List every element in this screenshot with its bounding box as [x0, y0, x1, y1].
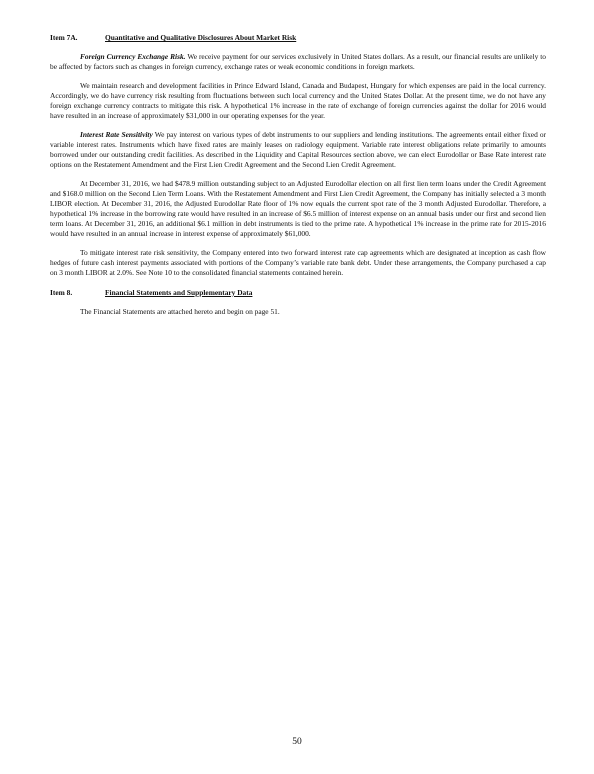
rate-cap-paragraph: To mitigate interest rate risk sensitivity, the Company entered into two forward interest rate cap agreements which are designated at inception as cash flow hedges of future cash interest payments associated with portions of the Company’s variable rate bank debt. Under these arrangements, the Company purchased a cap on 3 month LIBOR at 2.0%. See Note 10 to the consolidated financial statements contained herein.	[50, 247, 546, 277]
page-number: 50	[292, 737, 302, 747]
debt-outstanding-paragraph: At December 31, 2016, we had $478.9 million outstanding subject to an Adjusted Eurodollar election on all first lien term loans under the Credit Agreement and $168.0 million on the Second Lien Term Loans. With the Restatement Amendment and First Lien Credit Agreement, the Company has initially selected a 3 month LIBOR election. At December 31, 2016, the Adjusted Eurodollar Rate floor of 1% now equals the current spot rate of the 3 month Adjusted Eurodollar. Therefore, a hypothetical 1% increase in the borrowing rate would have resulted in an increase of $6.5 million of interest expense on an annual basis under our first and second lien term loans. At December 31, 2016, an additional $6.1 million in debt instruments is tied to the prime rate. A hypothetical 1% increase in the prime rate for 2015-2016 would have resulted in an annual increase in interest expense of approximately $61,000.	[50, 178, 546, 238]
item-8-title: Financial Statements and Supplementary Data	[105, 287, 253, 297]
fx-risk-lead: Foreign Currency Exchange Risk.	[80, 51, 186, 61]
fx-risk-paragraph	[50, 52, 546, 72]
page-content	[50, 33, 546, 326]
item-7a-number: Item 7A.	[50, 33, 78, 42]
interest-rate-lead: Interest Rate Sensitivity	[80, 129, 153, 139]
item-8-heading	[50, 288, 546, 298]
interest-rate-paragraph	[50, 130, 546, 170]
financial-statements-paragraph: The Financial Statements are attached hereto and begin on page 51.	[80, 306, 280, 316]
item-7a-title: Quantitative and Qualitative Disclosures About Market Risk	[105, 33, 297, 42]
item-8-number: Item 8.	[50, 287, 73, 297]
interest-rate-body: We pay interest on various types of debt instruments to our suppliers and lending institutions. The agreements entail either fixed or variable interest rates. Instruments which have fixed rates are mainly leases on radiology equipment. Variable rate interest obligations relate primarily to amounts borrowed under our outstanding credit facilities. As described in the Liquidity and Capital Resources section above, we can elect Eurodollar or Base Rate interest rate options on the Restatement Amendment and the First Lien Credit Agreement and the Second Lien Credit Agreement.	[50, 129, 547, 169]
fx-risk-body: We receive payment for our services exclusively in United States dollars. As a result, our financial results are unlikely to be affected by factors such as changes in foreign currency, exchange rates or weak economic conditions in foreign markets.	[50, 51, 546, 71]
item-7a-heading	[50, 33, 546, 43]
fx-facilities-paragraph: We maintain research and development facilities in Prince Edward Island, Canada and Budapest, Hungary for which expenses are paid in the local currency. Accordingly, we do have currency risk resulting from fluctuations between such local currency and the United States Dollar. At the present time, we do not have any foreign exchange currency contracts to mitigate this risk. A hypothetical 1% increase in the rate of exchange of foreign currencies against the dollar for 2016 would have resulted in an increase of approximately $31,000 in our operating expenses for the year.	[50, 80, 546, 120]
